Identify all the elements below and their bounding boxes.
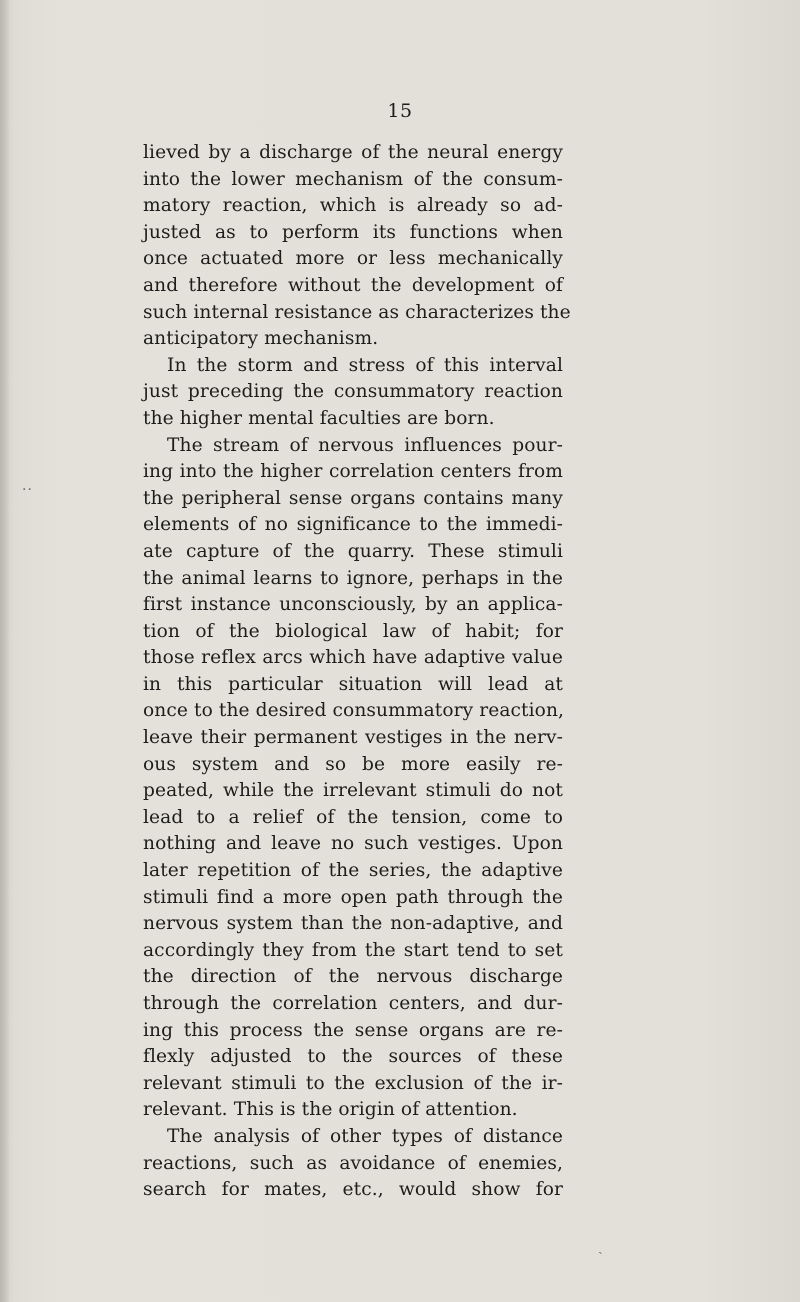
- text-line: into the lower mechanism of the consum-: [143, 168, 563, 190]
- text-line: anticipatory mechanism.: [143, 328, 379, 350]
- text-line: ous system and so be more easily re-: [143, 753, 563, 775]
- text-line: and therefore without the development of: [143, 274, 563, 296]
- text-line: relevant. This is the origin of attention.: [143, 1099, 518, 1121]
- text-line: the animal learns to ignore, perhaps in the: [143, 567, 563, 589]
- text-line: accordingly they from the start tend to set: [143, 939, 563, 961]
- text-line: reactions, such as avoidance of enemies,: [143, 1152, 563, 1174]
- text-line: justed as to perform its functions when: [143, 221, 563, 243]
- text-line: stimuli find a more open path through the: [143, 886, 563, 908]
- text-line: first instance unconsciously, by an applica-: [143, 594, 563, 616]
- text-line: just preceding the consummatory reaction: [143, 381, 563, 403]
- text-line: relevant stimuli to the exclusion of the ir-: [143, 1072, 563, 1094]
- text-line: ing this process the sense organs are re-: [143, 1019, 563, 1041]
- text-line: In the storm and stress of this interval: [167, 354, 563, 376]
- text-line: leave their permanent vestiges in the nerv-: [143, 727, 563, 749]
- text-line: The analysis of other types of distance: [167, 1125, 563, 1147]
- text-line: such internal resistance as characterizes the: [143, 301, 571, 323]
- text-line: the direction of the nervous discharge: [143, 966, 563, 988]
- text-line: flexly adjusted to the sources of these: [143, 1046, 563, 1068]
- text-line: tion of the biological law of habit; for: [143, 620, 563, 642]
- margin-tick-mark: ˎ: [598, 1239, 603, 1255]
- text-line: through the correlation centers, and dur-: [143, 993, 563, 1014]
- text-line: later repetition of the series, the adaptive: [143, 860, 563, 882]
- text-line: nervous system than the non-adaptive, and: [143, 913, 563, 935]
- text-line: ate capture of the quarry. These stimuli: [143, 540, 563, 562]
- text-line: ing into the higher correlation centers from: [143, 461, 563, 483]
- text-line: once actuated more or less mechanically: [143, 248, 563, 270]
- page-number: 15: [387, 100, 413, 122]
- binding-shadow: [0, 0, 10, 1302]
- text-line: lead to a relief of the tension, come to: [143, 806, 563, 828]
- text-line: nothing and leave no such vestiges. Upon: [143, 833, 563, 855]
- text-line: the higher mental faculties are born.: [143, 407, 495, 429]
- text-line: in this particular situation will lead at: [143, 673, 563, 695]
- margin-dots-mark: ··: [22, 482, 33, 498]
- text-line: peated, while the irrelevant stimuli do not: [143, 780, 563, 802]
- body-text: [143, 140, 571, 1204]
- text-line: The stream of nervous influences pour-: [167, 434, 563, 456]
- text-line: lieved by a discharge of the neural energy: [143, 142, 563, 163]
- text-line: once to the desired consummatory reaction,: [143, 700, 565, 722]
- text-line: those reflex arcs which have adaptive value: [143, 647, 563, 669]
- text-line: matory reaction, which is already so ad-: [143, 195, 563, 217]
- text-line: the peripheral sense organs contains many: [143, 487, 563, 509]
- text-line: elements of no significance to the immedi-: [143, 514, 563, 536]
- text-line: search for mates, etc., would show for: [143, 1179, 563, 1201]
